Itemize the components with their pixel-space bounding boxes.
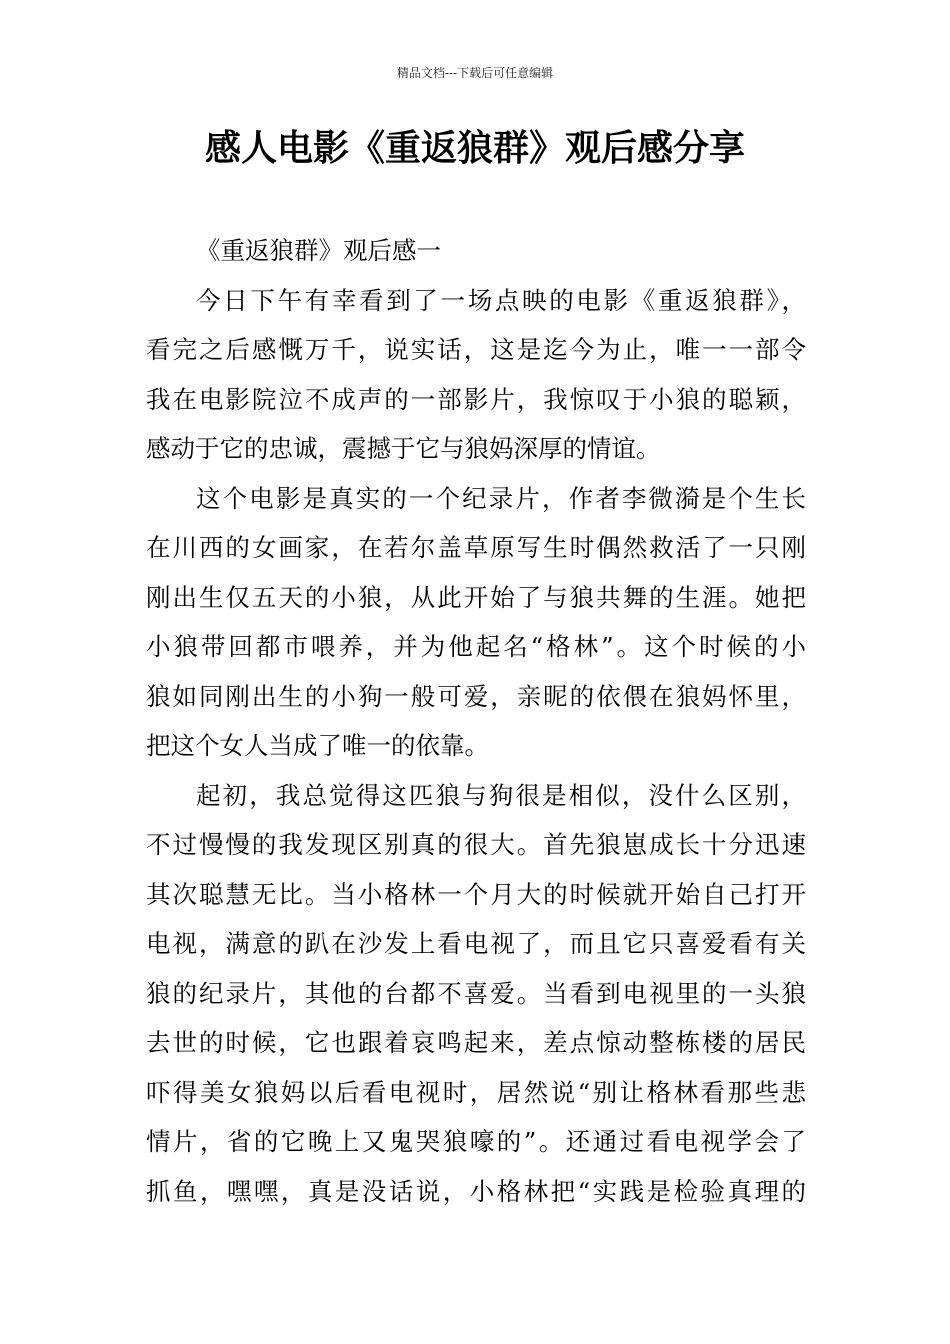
text-line-content: 看完之后感慨万千，说实话，这是迄今为止，唯一一部令 <box>146 335 806 364</box>
text-line-content: 《重返狼群》观后感一 <box>196 236 441 265</box>
header-note: 精品文档---下载后可任意编辑 <box>396 66 554 80</box>
text-line-content: 电视，满意的趴在沙发上看电视了，而且它只喜爱看有关 <box>146 929 806 958</box>
text-line-content: 不过慢慢的我发现区别真的很大。首先狼崽成长十分迅速 <box>146 830 806 859</box>
text-line <box>146 1167 806 1217</box>
text-line-content: 去世的时候，它也跟着哀鸣起来，差点惊动整栋楼的居民 <box>146 1028 806 1057</box>
text-line-content: 我在电影院泣不成声的一部影片，我惊叹于小狼的聪颖， <box>146 384 806 414</box>
text-line <box>146 474 806 524</box>
text-line-content: 抓鱼，嘿嘿，真是没话说，小格林把“实践是检验真理的 <box>146 1176 806 1206</box>
text-line-content: 刚出生仅五天的小狼，从此开始了与狼共舞的生涯。她把 <box>146 582 806 612</box>
text-line <box>146 820 806 870</box>
text-line <box>146 375 806 425</box>
text-line <box>146 1117 806 1167</box>
text-line <box>146 622 806 672</box>
text-line-content: 狼如同刚出生的小狗一般可爱，亲昵的依偎在狼妈怀里， <box>146 681 806 711</box>
text-line-content: 情片，省的它晚上又鬼哭狼嚎的”。还通过看电视学会了 <box>146 1127 806 1156</box>
text-line <box>146 1018 806 1068</box>
text-line-content: 在川西的女画家，在若尔盖草原写生时偶然救活了一只刚 <box>146 533 806 562</box>
text-line <box>146 870 806 920</box>
text-line-content: 小狼带回都市喂养，并为他起名“格林”。这个时候的小 <box>146 632 806 661</box>
document-body <box>146 226 806 1216</box>
text-line <box>146 325 806 375</box>
text-line-content: 感动于它的忠诚，震撼于它与狼妈深厚的情谊。 <box>146 434 661 463</box>
text-line-content: 吓得美女狼妈以后看电视时，居然说“别让格林看那些悲 <box>146 1077 806 1107</box>
text-line-content: 其次聪慧无比。当小格林一个月大的时候就开始自己打开 <box>146 879 806 909</box>
text-line <box>146 573 806 623</box>
text-line-content: 今日下午有幸看到了一场点映的电影《重返狼群》， <box>196 285 806 315</box>
text-line-content: 把这个女人当成了唯一的依靠。 <box>146 731 489 760</box>
text-line <box>146 523 806 573</box>
text-line-content: 起初，我总觉得这匹狼与狗很是相似，没什么区别， <box>196 780 806 810</box>
text-line-content: 狼的纪录片，其他的台都不喜爱。当看到电视里的一头狼 <box>146 978 806 1008</box>
text-line <box>146 1068 806 1118</box>
text-line-content: 这个电影是真实的一个纪录片，作者李微漪是个生长 <box>196 483 806 513</box>
text-line <box>146 226 806 276</box>
text-line <box>146 424 806 474</box>
text-line <box>146 919 806 969</box>
text-line <box>146 969 806 1019</box>
text-line <box>146 276 806 326</box>
text-line <box>146 672 806 722</box>
document-title: 感人电影《重返狼群》观后感分享 <box>204 128 745 169</box>
text-line <box>146 771 806 821</box>
text-line <box>146 721 806 771</box>
